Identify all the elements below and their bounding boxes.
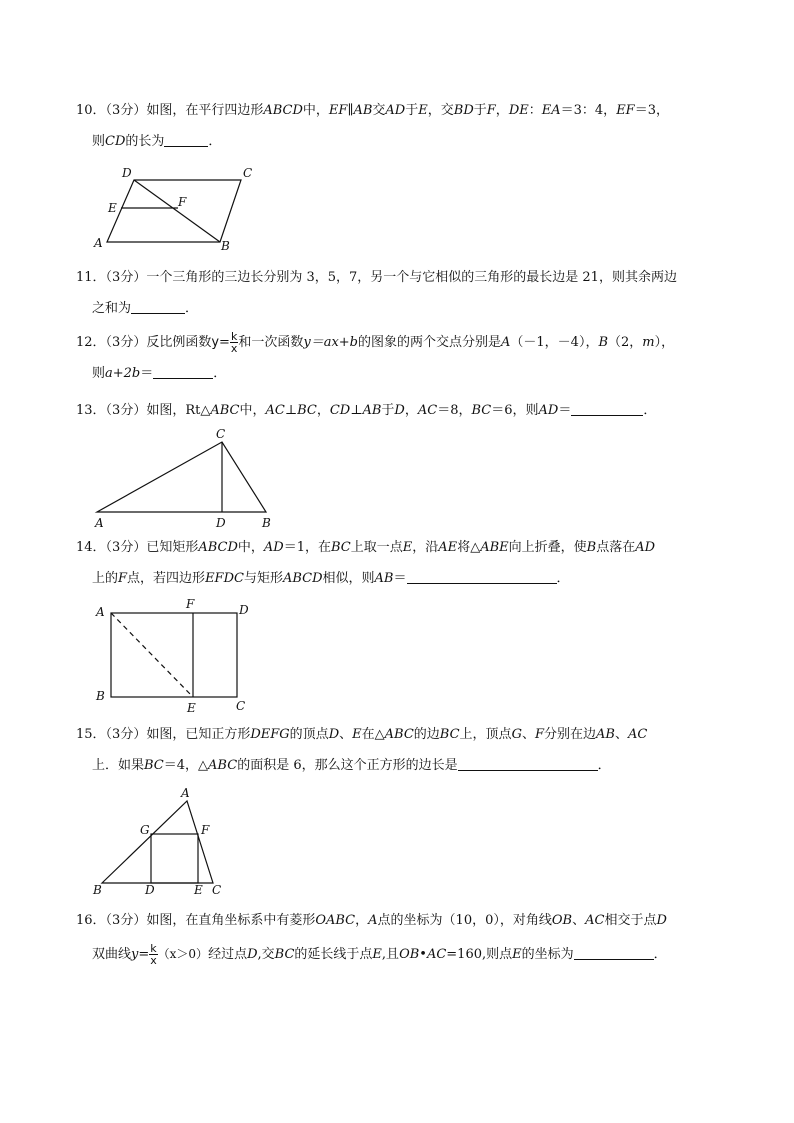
q10-var: CD bbox=[105, 134, 126, 149]
q14-var: AE bbox=[438, 540, 458, 555]
q13-text: ⊥ bbox=[284, 403, 298, 418]
q14-var: ABCD bbox=[282, 571, 323, 586]
q12-var: y＝ax+b bbox=[303, 335, 358, 350]
q10-var: E bbox=[418, 103, 428, 118]
q10-text: 如图，在平行四边形 bbox=[146, 103, 264, 118]
q12-var: B bbox=[598, 335, 609, 350]
q16-var: D bbox=[247, 947, 258, 962]
q13-var: BC bbox=[297, 403, 317, 418]
q10-var: BD bbox=[453, 103, 474, 118]
q15-text: 的顶点 bbox=[289, 727, 329, 742]
q14-text: 与矩形 bbox=[243, 571, 283, 586]
q15-score: （3分） bbox=[105, 727, 147, 742]
q15-text: 的边 bbox=[413, 727, 440, 742]
q12-var: m bbox=[642, 335, 655, 350]
q12-var: y bbox=[211, 335, 220, 350]
label-d: D bbox=[145, 883, 155, 897]
q16-number: 16． bbox=[76, 913, 106, 928]
q12-text: （－1，－4）， bbox=[510, 335, 599, 350]
q13-text: ＝8， bbox=[437, 403, 472, 418]
q14-var: ABE bbox=[480, 540, 509, 555]
q15-var: F bbox=[534, 727, 544, 742]
q16-var: E bbox=[512, 947, 522, 962]
q16-text: 双曲线 bbox=[92, 947, 132, 962]
q16-var: y bbox=[131, 947, 139, 962]
q16-text: 点的坐标为（10，0），对角线 bbox=[377, 913, 552, 928]
q15-var: D bbox=[328, 727, 340, 742]
q16-text: 如图，在直角坐标系中有菱形 bbox=[146, 913, 316, 928]
q12-score: （3分） bbox=[105, 335, 147, 350]
q15-var: AB bbox=[596, 727, 615, 742]
label-a: A bbox=[95, 516, 104, 530]
q15-text: 的面积是 6，那么这个正方形的边长是 bbox=[237, 758, 458, 773]
q11-text: ． bbox=[185, 301, 199, 316]
q16-var: OB bbox=[551, 913, 573, 928]
q16-var: OABC bbox=[315, 913, 356, 928]
label-f: F bbox=[178, 195, 187, 209]
q15-text: 上．如果 bbox=[92, 758, 145, 773]
q16-text: ,且 bbox=[381, 947, 400, 962]
q12-text: = bbox=[219, 335, 230, 350]
q10-text: ， bbox=[495, 103, 509, 118]
q15-text: 分别在边 bbox=[544, 727, 597, 742]
q16-answer-blank[interactable] bbox=[574, 945, 654, 960]
q15-text: 、 bbox=[339, 727, 353, 742]
square-defg bbox=[151, 834, 198, 883]
q16-var: AC bbox=[585, 913, 605, 928]
q14-text: 点落在 bbox=[596, 540, 636, 555]
q14-var: E bbox=[402, 540, 413, 555]
q14-var: AD bbox=[263, 540, 284, 555]
q11-score: （3分） bbox=[105, 270, 147, 285]
label-f: F bbox=[201, 823, 210, 837]
label-b: B bbox=[93, 883, 102, 897]
q11-text: 一个三角形的三边长分别为 3，5，7，另一个与它相似的三角形的最长边是 21，则其余两边 bbox=[146, 270, 677, 285]
q13-score: （3分） bbox=[105, 403, 147, 418]
label-c: C bbox=[212, 883, 222, 897]
q14-var: BC bbox=[331, 540, 351, 555]
q10-score: （3分） bbox=[105, 103, 147, 118]
q12-var: A bbox=[501, 335, 511, 350]
q11-text: 之和为 bbox=[92, 301, 132, 316]
q12-text: 的图象的两个交点分别是 bbox=[358, 335, 502, 350]
q15-var: AC bbox=[627, 727, 648, 742]
q15-var: DEFG bbox=[250, 727, 290, 742]
q16-text: ． bbox=[653, 947, 667, 962]
q14-var: AD bbox=[635, 540, 656, 555]
q14-score: （3分） bbox=[105, 540, 147, 555]
q16-var: A bbox=[368, 913, 378, 928]
label-c: C bbox=[243, 166, 253, 180]
q10-text: ∥ bbox=[347, 103, 354, 118]
q16-text: 的坐标为 bbox=[521, 947, 574, 962]
q10-text: 的长为 bbox=[125, 134, 165, 149]
q12-frac-den: x bbox=[230, 342, 238, 355]
q14-text: 相似，则 bbox=[322, 571, 375, 586]
q12-text: （2， bbox=[608, 335, 643, 350]
q10-var: ABCD bbox=[263, 103, 303, 118]
q10-var: EA bbox=[541, 103, 561, 118]
q15-var: BC bbox=[144, 758, 164, 773]
q13-var: BC bbox=[471, 403, 492, 418]
q14-number: 14． bbox=[76, 540, 106, 555]
q15-text: 在△ bbox=[361, 727, 385, 742]
q14-text: 点，若四边形 bbox=[127, 571, 206, 586]
label-b: B bbox=[262, 516, 271, 530]
q13-var: CD bbox=[329, 403, 351, 418]
label-e: E bbox=[187, 701, 196, 715]
q12-frac-num: k bbox=[230, 330, 238, 343]
q15-number: 15． bbox=[76, 727, 106, 742]
q12-text: ＝ bbox=[140, 366, 154, 381]
q10-text: ． bbox=[208, 134, 222, 149]
label-b: B bbox=[96, 689, 105, 703]
q14-text: 将△ bbox=[457, 540, 481, 555]
q14-text: ，沿 bbox=[412, 540, 439, 555]
q13-text: ， bbox=[316, 403, 330, 418]
q14-text: 已知矩形 bbox=[146, 540, 199, 555]
q14-var: ABCD bbox=[198, 540, 238, 555]
q15-var: G bbox=[511, 727, 522, 742]
q15-text: 如图，已知正方形 bbox=[146, 727, 251, 742]
q15-var: BC bbox=[439, 727, 460, 742]
q16-text: 经过点 bbox=[208, 947, 248, 962]
q12-text: 和一次函数 bbox=[238, 335, 304, 350]
q13-text: 如图，Rt△ bbox=[146, 403, 211, 418]
q10-text: 则 bbox=[92, 134, 106, 149]
q16-frac-num: k bbox=[150, 942, 157, 955]
q13-var: AC bbox=[417, 403, 438, 418]
q14-text: 中， bbox=[237, 540, 264, 555]
q14-text: ＝1，在 bbox=[283, 540, 332, 555]
q14-text: ＝ bbox=[393, 571, 407, 586]
q12-number: 12． bbox=[76, 335, 106, 350]
q10-var: DE bbox=[508, 103, 529, 118]
label-d: D bbox=[216, 516, 226, 530]
q16-text: （x＞0） bbox=[157, 947, 209, 961]
label-d: D bbox=[239, 603, 249, 617]
q16-text: 的延长线于点 bbox=[294, 947, 373, 962]
q13-text: ＝6，则 bbox=[491, 403, 539, 418]
label-a: A bbox=[181, 786, 190, 800]
q14-text: ． bbox=[556, 571, 570, 586]
q16-text: ， bbox=[355, 913, 369, 928]
q12-text: 则 bbox=[92, 366, 106, 381]
q11-number: 11． bbox=[76, 270, 106, 285]
q16-fraction bbox=[149, 943, 157, 966]
q16-var: OB•AC bbox=[399, 947, 447, 962]
question-16 bbox=[76, 905, 726, 970]
label-c: C bbox=[216, 427, 226, 441]
q16-var: BC bbox=[274, 947, 295, 962]
q12-text: ． bbox=[213, 366, 227, 381]
q14-var: B bbox=[586, 540, 597, 555]
label-a: A bbox=[94, 236, 103, 250]
q14-var: F bbox=[118, 571, 128, 586]
q10-var: AB bbox=[353, 103, 373, 118]
q10-var: F bbox=[486, 103, 496, 118]
q16-text: ,交 bbox=[257, 947, 275, 962]
q12-var: a+2b bbox=[105, 366, 141, 381]
q15-text: 上，顶点 bbox=[459, 727, 512, 742]
q13-text: ， bbox=[404, 403, 418, 418]
q16-score: （3分） bbox=[105, 913, 147, 928]
q14-text: 向上折叠，使 bbox=[508, 540, 587, 555]
q10-var: AD bbox=[385, 103, 406, 118]
q15-text: 、 bbox=[521, 727, 535, 742]
triangle-abc bbox=[102, 801, 213, 883]
label-f: F bbox=[186, 597, 195, 611]
q10-text: ＝3：4， bbox=[560, 103, 617, 118]
q15-text: ＝4，△ bbox=[163, 758, 209, 773]
q13-text: ⊥ bbox=[350, 403, 363, 418]
label-e: E bbox=[108, 201, 117, 215]
q15-text: 、 bbox=[614, 727, 628, 742]
q12-text: ）， bbox=[654, 335, 675, 350]
q14-text: 上取一点 bbox=[350, 540, 403, 555]
label-e: E bbox=[194, 883, 203, 897]
q15-var: E bbox=[352, 727, 362, 742]
q13-text: 于 bbox=[381, 403, 395, 418]
q14-var: AB bbox=[374, 571, 394, 586]
label-d: D bbox=[122, 166, 132, 180]
q10-text: ，交 bbox=[427, 103, 454, 118]
q16-frac-den: x bbox=[150, 954, 157, 967]
q13-text: ． bbox=[643, 403, 657, 418]
q10-text: ＝3， bbox=[634, 103, 669, 118]
q14-var: EFDC bbox=[205, 571, 244, 586]
q16-text: =160,则点 bbox=[446, 947, 513, 962]
q13-var: AC bbox=[265, 403, 285, 418]
q13-var: ABC bbox=[210, 403, 240, 418]
label-c: C bbox=[236, 699, 246, 713]
q13-var: AB bbox=[362, 403, 382, 418]
q10-var: EF bbox=[328, 103, 348, 118]
q16-text: 相交于点 bbox=[604, 913, 657, 928]
q10-text: 交 bbox=[372, 103, 386, 118]
q13-var: D bbox=[394, 403, 405, 418]
q10-number: 10． bbox=[76, 103, 106, 118]
q10-var: EF bbox=[616, 103, 635, 118]
q13-var: AD bbox=[538, 403, 559, 418]
q14-text: 上的 bbox=[92, 571, 119, 586]
q13-text: 中， bbox=[239, 403, 266, 418]
q15-var: ABC bbox=[384, 727, 414, 742]
q12-text: 反比例函数 bbox=[146, 335, 212, 350]
label-a: A bbox=[96, 605, 105, 619]
q16-text: 、 bbox=[572, 913, 586, 928]
q13-number: 13． bbox=[76, 403, 106, 418]
q15-text: ． bbox=[597, 758, 611, 773]
q10-text: 中， bbox=[302, 103, 329, 118]
q10-text: 于 bbox=[473, 103, 487, 118]
label-g: G bbox=[140, 823, 150, 837]
q16-var: D bbox=[656, 913, 667, 928]
label-b: B bbox=[221, 239, 230, 253]
q16-line2 bbox=[76, 939, 726, 970]
q16-var: E bbox=[372, 947, 382, 962]
q16-line1 bbox=[76, 905, 726, 936]
q10-text: 于 bbox=[405, 103, 419, 118]
q16-text: = bbox=[138, 947, 150, 962]
q10-text: ： bbox=[528, 103, 542, 118]
q13-text: ＝ bbox=[558, 403, 572, 418]
q15-var: ABC bbox=[208, 758, 238, 773]
